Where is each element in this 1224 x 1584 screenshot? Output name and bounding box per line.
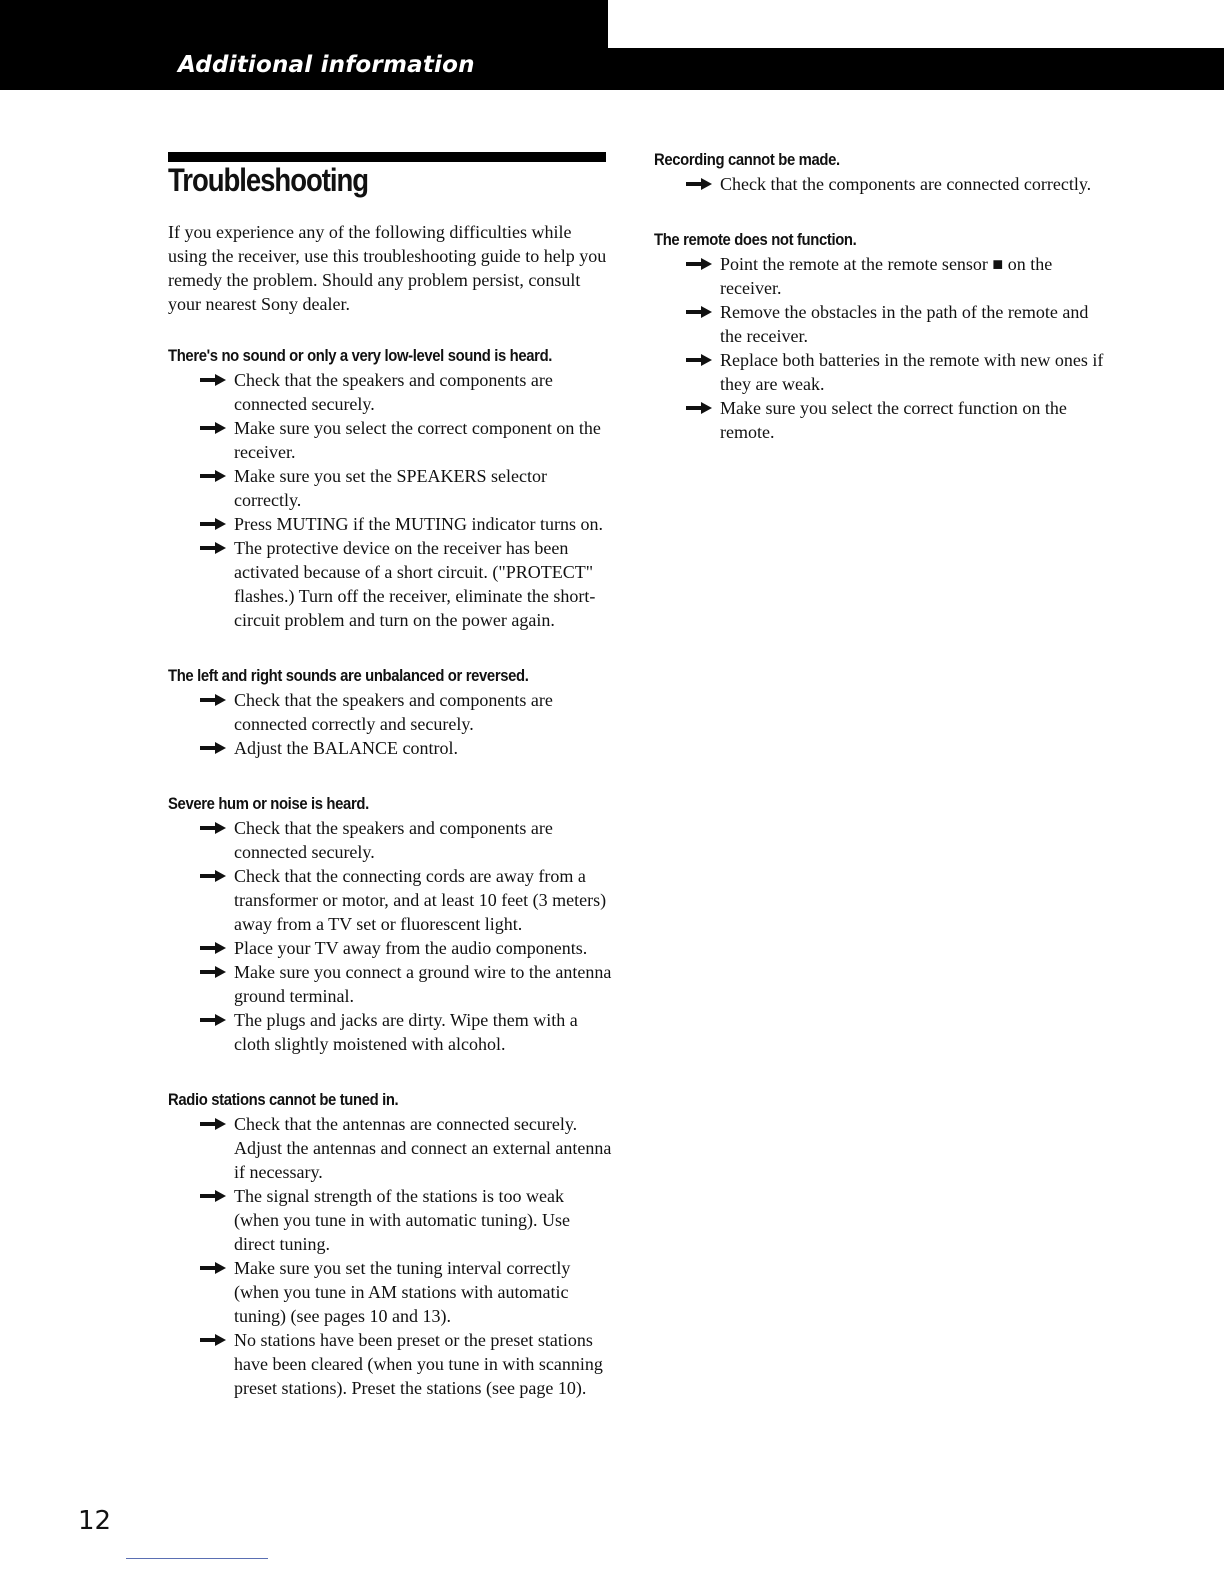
- remedy-item: [168, 936, 613, 960]
- right-column: [654, 148, 1104, 476]
- remedy-item: [168, 1184, 613, 1256]
- arrow-right-icon: [200, 870, 226, 882]
- troubleshooting-section: [168, 792, 613, 1056]
- remedy-list: [168, 368, 613, 632]
- remedy-item: [654, 172, 1104, 196]
- remedy-text: Make sure you set the SPEAKERS selector correctly.: [234, 466, 547, 510]
- remedy-text: Remove the obstacles in the path of the remote and the receiver.: [720, 302, 1089, 346]
- remedy-text: The plugs and jacks are dirty. Wipe them with a cloth slightly moistened with alcohol.: [234, 1010, 578, 1054]
- right-sections: [654, 148, 1104, 444]
- remedy-item: [168, 816, 613, 864]
- remedy-item: [654, 396, 1104, 444]
- remedy-text: The signal strength of the stations is too weak (when you tune in with automatic tuning). Use direct tuning.: [234, 1186, 570, 1254]
- remedy-text: Press MUTING if the MUTING indicator turns on.: [234, 514, 603, 534]
- arrow-right-icon: [200, 1262, 226, 1274]
- remedy-item: [654, 252, 1104, 300]
- troubleshooting-section: [168, 1088, 613, 1400]
- remedy-item: [168, 688, 613, 736]
- remedy-text: Check that the speakers and components are connected correctly and securely.: [234, 690, 553, 734]
- header-bar-extension: [608, 48, 1224, 90]
- arrow-right-icon: [200, 1334, 226, 1346]
- remedy-text: Check that the speakers and components are connected securely.: [234, 818, 553, 862]
- remedy-text: Make sure you set the tuning interval correctly (when you tune in AM stations with automatic tuning) (see pages 10 and 13).: [234, 1258, 571, 1326]
- arrow-right-icon: [200, 694, 226, 706]
- arrow-right-icon: [200, 1118, 226, 1130]
- remedy-item: [168, 512, 613, 536]
- title-rule: [168, 152, 606, 162]
- arrow-right-icon: [686, 402, 712, 414]
- remedy-text: Replace both batteries in the remote with new ones if they are weak.: [720, 350, 1104, 394]
- left-column: [168, 220, 613, 1432]
- arrow-right-icon: [200, 374, 226, 386]
- remedy-item: [168, 1328, 613, 1400]
- section-heading: Severe hum or noise is heard.: [168, 795, 369, 813]
- remedy-text: The protective device on the receiver has been activated because of a short circuit. ("PROTECT" flashes.) Turn off the receiver, eliminate the short-circuit problem and turn on the power again.: [234, 538, 596, 630]
- arrow-right-icon: [200, 1014, 226, 1026]
- remedy-text: Make sure you select the correct component on the receiver.: [234, 418, 601, 462]
- header-title: Additional information: [178, 52, 475, 78]
- remedy-item: [168, 1256, 613, 1328]
- remedy-item: [168, 368, 613, 416]
- remedy-text: Make sure you select the correct function on the remote.: [720, 398, 1067, 442]
- intro-paragraph: If you experience any of the following difficulties while using the receiver, use this troubleshooting guide to help you remedy the problem. Should any problem persist, consult your nearest Sony dealer.: [168, 222, 607, 314]
- section-heading: There's no sound or only a very low-level sound is heard.: [168, 347, 553, 365]
- remedy-text: Check that the connecting cords are away from a transformer or motor, and at least 10 feet (3 meters) away from a TV set or fluorescent light.: [234, 866, 607, 934]
- troubleshooting-section: [654, 228, 1104, 444]
- remedy-text: Make sure you connect a ground wire to the antenna ground terminal.: [234, 962, 612, 1006]
- remedy-list: [168, 1112, 613, 1400]
- remedy-text: No stations have been preset or the preset stations have been cleared (when you tune in with scanning preset stations). Preset the stations (see page 10).: [234, 1330, 603, 1398]
- page-number: 12: [78, 1506, 112, 1536]
- section-heading: Radio stations cannot be tuned in.: [168, 1091, 399, 1109]
- arrow-right-icon: [200, 518, 226, 530]
- remedy-text: Point the remote at the remote sensor ■ on the receiver.: [720, 254, 1053, 298]
- remedy-item: [654, 300, 1104, 348]
- arrow-right-icon: [200, 966, 226, 978]
- troubleshooting-section: [654, 148, 1104, 196]
- remedy-item: [168, 1008, 613, 1056]
- remedy-item: [168, 536, 613, 632]
- remedy-list: [168, 816, 613, 1056]
- remedy-item: [168, 864, 613, 936]
- arrow-right-icon: [686, 178, 712, 190]
- remedy-text: Check that the components are connected correctly.: [720, 174, 1092, 194]
- remedy-text: Check that the speakers and components are connected securely.: [234, 370, 553, 414]
- arrow-right-icon: [200, 822, 226, 834]
- section-heading: The left and right sounds are unbalanced or reversed.: [168, 667, 529, 685]
- remedy-item: [168, 416, 613, 464]
- remedy-item: [654, 348, 1104, 396]
- troubleshooting-section: [168, 664, 613, 760]
- arrow-right-icon: [200, 742, 226, 754]
- arrow-right-icon: [686, 354, 712, 366]
- remedy-item: [168, 736, 613, 760]
- section-heading: Recording cannot be made.: [654, 151, 840, 169]
- footer-rule: [126, 1558, 268, 1559]
- remedy-list: [168, 688, 613, 760]
- remedy-list: [654, 172, 1104, 196]
- arrow-right-icon: [200, 470, 226, 482]
- left-sections: [168, 344, 613, 1400]
- remedy-text: Check that the antennas are connected securely. Adjust the antennas and connect an external antenna if necessary.: [234, 1114, 612, 1182]
- remedy-text: Adjust the BALANCE control.: [234, 738, 458, 758]
- remedy-item: [168, 960, 613, 1008]
- section-heading: The remote does not function.: [654, 231, 857, 249]
- page-title: Troubleshooting: [168, 162, 369, 198]
- arrow-right-icon: [686, 306, 712, 318]
- remedy-item: [168, 464, 613, 512]
- arrow-right-icon: [200, 422, 226, 434]
- remedy-list: [654, 252, 1104, 444]
- arrow-right-icon: [200, 542, 226, 554]
- arrow-right-icon: [200, 1190, 226, 1202]
- troubleshooting-section: [168, 344, 613, 632]
- arrow-right-icon: [686, 258, 712, 270]
- arrow-right-icon: [200, 942, 226, 954]
- remedy-text: Place your TV away from the audio components.: [234, 938, 588, 958]
- remedy-item: [168, 1112, 613, 1184]
